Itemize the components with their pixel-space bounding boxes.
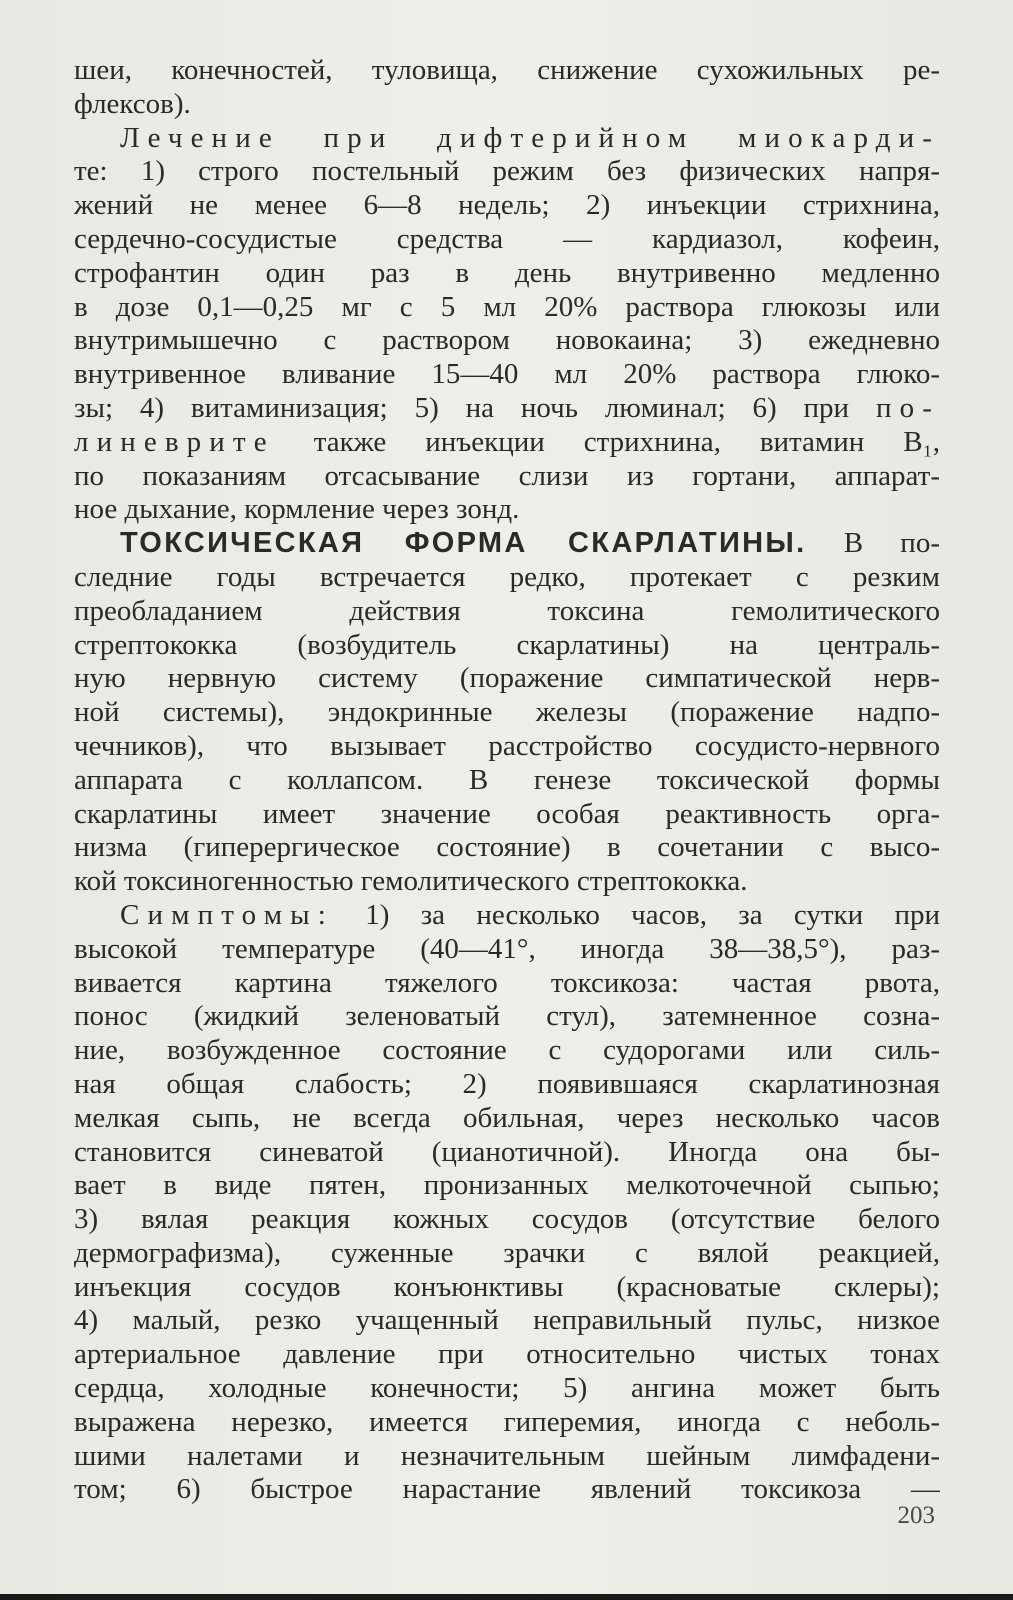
text-line: жений не менее 6—8 недель; 2) инъекции стрихнина, (74, 189, 940, 222)
text-line: внутримышечно с раствором новокаина; 3) ежедневно (74, 324, 940, 357)
text-line: артериальное давление при относительно чистых тонах (74, 1338, 940, 1371)
text-line: 4) малый, резко учащенный неправильный пульс, низкое (74, 1304, 940, 1337)
paragraph-treatment-start (74, 122, 940, 156)
text-line: инъекция сосудов конъюнктивы (красноватые склеры); (74, 1270, 940, 1303)
spaced-emphasis: линеврите (74, 425, 275, 458)
text-line: сердечно-сосудистые средства — кардиазол, кофеин, (74, 222, 940, 255)
text-line: вивается картина тяжелого токсикоза: частая рвота, (74, 966, 940, 999)
text-line: линеврите также инъекции стрихнина, витамин B₁, (74, 425, 940, 458)
page-number: 203 (897, 1502, 935, 1529)
spaced-emphasis: по- (875, 391, 940, 424)
text-line: флексов). (74, 87, 191, 120)
text-line: выражена нерезко, имеется гиперемия, иногда с неболь- (74, 1405, 940, 1438)
text-line: том; 6) быстрое нарастание явлений токсикоза — (74, 1473, 940, 1506)
text-line: чечников), что вызывает расстройство сосудисто-нервного (74, 729, 940, 762)
text-line: ное дыхание, кормление через зонд. (74, 493, 520, 526)
text-line: сердца, холодные конечности; 5) ангина может быть (74, 1372, 940, 1405)
section-heading: ТОКСИЧЕСКАЯ ФОРМА СКАРЛАТИНЫ. (120, 527, 807, 560)
text-line: становится синеватой (цианотичной). Иногда она бы- (74, 1135, 940, 1168)
text-line: те: 1) строго постельный режим без физических напря- (74, 155, 940, 188)
text-line: вает в виде пятен, пронизанных мелкоточечной сыпью; (74, 1169, 940, 1202)
text-line: кой токсиногенностью гемолитического стрептококка. (74, 865, 748, 898)
paragraph-symptoms-start: Симптомы: 1) за несколько часов, за сутки при (120, 898, 940, 931)
text-line: зы; 4) витаминизация; 5) на ночь люминал; 6) при по- (74, 391, 940, 424)
text-line: ную нервную систему (поражение симпатической нерв- (74, 662, 940, 695)
text-line: понос (жидкий зеленоватый стул), затемненное созна- (74, 1000, 940, 1033)
text-line: ние, возбужденное состояние с судорогами или силь- (74, 1034, 940, 1067)
scan-edge (0, 1594, 1013, 1600)
text-line: следние годы встречается редко, протекает с резким (74, 560, 940, 593)
text-line: по показаниям отсасывание слизи из гортани, аппарат- (74, 459, 940, 492)
text-line: высокой температуре (40—41°, иногда 38—38,5°), раз- (74, 932, 940, 965)
section-heading-line: ТОКСИЧЕСКАЯ ФОРМА СКАРЛАТИНЫ. В по- (120, 527, 940, 560)
text-line: стрептококка (возбудитель скарлатины) на централь- (74, 628, 940, 661)
text-line: ной системы), эндокринные железы (поражение надпо- (74, 696, 940, 729)
text-line: аппарата с коллапсом. В генезе токсической формы (74, 763, 940, 796)
text-line: низма (гиперергическое состояние) в сочетании с высо- (74, 831, 940, 864)
text-line: строфантин один раз в день внутривенно медленно (74, 256, 940, 289)
spaced-emphasis: Симптомы: (120, 898, 334, 931)
text-line: внутривенное вливание 15—40 мл 20% раствора глюко- (74, 358, 940, 391)
text-line: скарлатины имеет значение особая реактивность орга- (74, 797, 940, 830)
body-text (74, 54, 940, 1507)
spaced-emphasis: Лечение при дифтерийном миокарди- (120, 121, 940, 154)
text-line: мелкая сыпь, не всегда обильная, через несколько часов (74, 1101, 940, 1134)
text-line: 3) вялая реакция кожных сосудов (отсутствие белого (74, 1203, 940, 1236)
text-line: шеи, конечностей, туловища, снижение сухожильных ре- (74, 54, 940, 86)
text-line: преобладанием действия токсина гемолитического (74, 594, 940, 627)
text-line: шими налетами и незначительным шейным лимфадени- (74, 1439, 940, 1472)
text-line: ная общая слабость; 2) появившаяся скарлатинозная (74, 1067, 940, 1100)
text-line: дермографизма), суженные зрачки с вялой реакцией, (74, 1236, 940, 1269)
text-line: в дозе 0,1—0,25 мг с 5 мл 20% раствора глюкозы или (74, 290, 940, 323)
